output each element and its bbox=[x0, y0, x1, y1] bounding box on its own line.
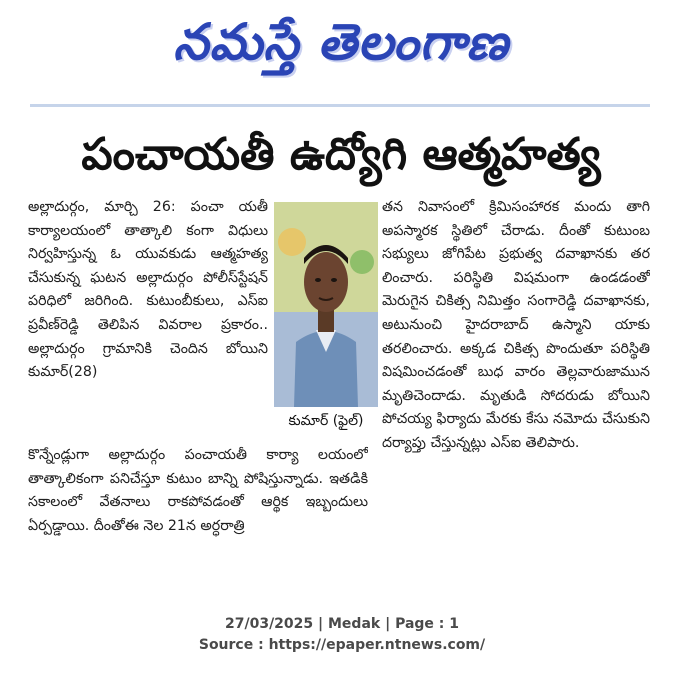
footer-date-edition: 27/03/2025 | Medak | Page : 1 bbox=[224, 616, 460, 632]
person-photo-illustration bbox=[274, 202, 378, 407]
photo-caption: కుమార్ (ఫైల్) bbox=[288, 413, 364, 429]
article-column-2: తన నివాసంలో క్రిమిసంహారక మందు తాగి అపస్మారక స్థితిలో చేరాడు. దీంతో కుటుంబ సభ్యులు జోగిపేట ప్రభుత్వ దవాఖానకు తర లించారు. పరిస్థితి విషమంగా ఉండడంతో మెరుగైన చికిత్స నిమిత్తం సంగారెడ్డి దవాఖానకు, అటునుంచి హైదరాబాద్ ఉస్మాని యాకు తరలించారు. అక్కడ చికిత్స పొందుతూ పరిస్థితి విషమించడంతో బుధ వారం తెల్లవారుజామున మృతిచెందాడు. మృతుడి సోదరుడు బోయిని పోచయ్య ఫిర్యాదు మేరకు కేసు నమోదు చేసుకుని దర్యాప్తు చేస్తున్నట్లు ఎస్ఐ తెలిపారు. bbox=[382, 199, 650, 451]
article-column-1-continued: కొన్నేండ్లుగా అల్లాదుర్గం పంచాయతీ కార్యా లయంలో తాత్కాలికంగా పనిచేస్తూ కుటుం బాన్ని పోషిస్తున్నాడు. ఇతడికి సకాలంలో వేతనాలు రాకపోవడంతో ఆర్థిక ఇబ్బందులు ఏర్పడ్డాయి. దీంతోఈ నెల 21న అర్ధరాత్రి bbox=[28, 447, 368, 534]
masthead bbox=[28, 10, 654, 90]
portrait-photo bbox=[274, 202, 378, 407]
masthead-divider bbox=[30, 104, 650, 107]
article-column-1: అల్లాదుర్గం, మార్చి 26: పంచా యతీ కార్యాలయంలో తాత్కాలి కంగా విధులు నిర్వహిస్తున్న ఓ యువకుడు ఆత్మహత్య చేసుకున్న ఘటన అల్లాదుర్గం పోలీస్‌స్టేషన్ పరిధిలో జరిగింది. కుటుంబీకులు, ఎస్ఐ ప్రవీణ్‌రెడ్డి తెలిపిన వివరాల ప్రకారం.. అల్లాదుర్గం గ్రామానికి చెందిన బోయిని కుమార్(28) bbox=[28, 199, 268, 381]
page-footer bbox=[0, 614, 684, 656]
article-headline: పంచాయతీ ఉద్యోగి ఆత్మహత్య bbox=[81, 129, 601, 180]
article-photo-box bbox=[274, 202, 378, 442]
news-clipping bbox=[28, 10, 654, 590]
footer-source: Source : https://epaper.ntnews.com/ bbox=[198, 637, 486, 653]
masthead-logo-text: నమస్తే తెలంగాణ bbox=[173, 13, 509, 71]
